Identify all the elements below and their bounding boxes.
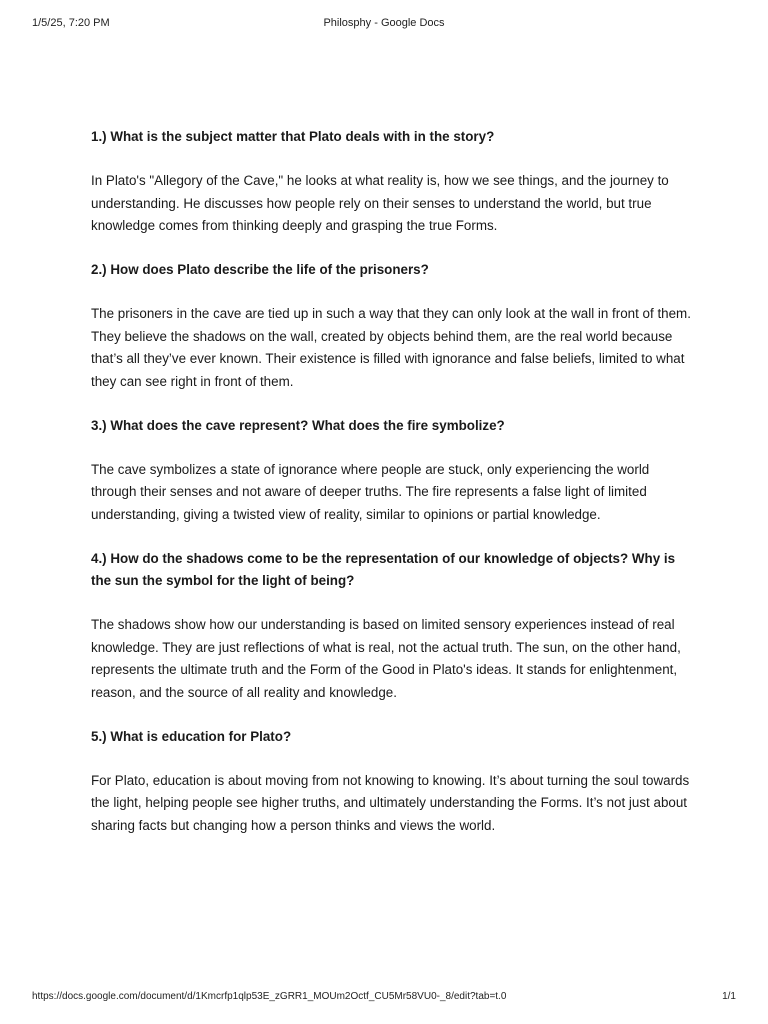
answer-1: In Plato's "Allegory of the Cave," he looks at what reality is, how we see things, and the journey to understanding. He discusses how people rely on their senses to understand the world, but true knowledge comes from thinking deeply and grasping the true Forms.	[91, 173, 669, 233]
answer-5: For Plato, education is about moving from not knowing to knowing. It’s about turning the soul towards the light, helping people see higher truths, and ultimately understanding the Forms. It’s not just about sharing facts but changing how a person thinks and views the world.	[91, 772, 690, 833]
question-5: 5.) What is education for Plato?	[91, 728, 292, 744]
print-footer	[32, 991, 736, 1007]
question-1: 1.) What is the subject matter that Plato deals with in the story?	[91, 129, 495, 144]
document-url: https://docs.google.com/document/d/1Kmcrfp1qlp53E_zGRR1_MOUm2Octf_CU5Mr58VU0-_8/edit?tab=t.0	[32, 991, 507, 1002]
qa-section-3	[91, 415, 691, 527]
document-body	[91, 126, 691, 859]
question-3: 3.) What does the cave represent? What does the fire symbolize?	[91, 417, 505, 433]
print-header	[32, 17, 736, 33]
page-count: 1/1	[722, 991, 736, 1002]
qa-section-1	[91, 126, 691, 238]
qa-section-2	[91, 259, 691, 393]
qa-section-4	[91, 548, 691, 705]
answer-2: The prisoners in the cave are tied up in such a way that they can only look at the wall in front of them. They believe the shadows on the wall, created by objects behind them, are the real world because that’s all they’ve ever known. Their existence is filled with ignorance and false beliefs, limited to what they can see right in front of them.	[91, 306, 691, 389]
print-datetime: 1/5/25, 7:20 PM	[32, 17, 110, 29]
answer-4: The shadows show how our understanding is based on limited sensory experiences instead of real knowledge. They are just reflections of what is real, not the actual truth. The sun, on the other hand, represents the ultimate truth and the Form of the Good in Plato's ideas. It stands for enlightenment, reason, and the source of all reality and knowledge.	[91, 617, 681, 700]
qa-section-5	[91, 726, 691, 838]
question-4: 4.) How do the shadows come to be the representation of our knowledge of objects? Why is the sun the symbol for the light of being?	[91, 550, 676, 588]
answer-3: The cave symbolizes a state of ignorance where people are stuck, only experiencing the world through their senses and not aware of deeper truths. The fire represents a false light of limited understanding, giving a twisted view of reality, similar to opinions or partial knowledge.	[91, 461, 650, 522]
question-2: 2.) How does Plato describe the life of the prisoners?	[91, 262, 429, 277]
document-title: Philosphy - Google Docs	[323, 17, 445, 29]
